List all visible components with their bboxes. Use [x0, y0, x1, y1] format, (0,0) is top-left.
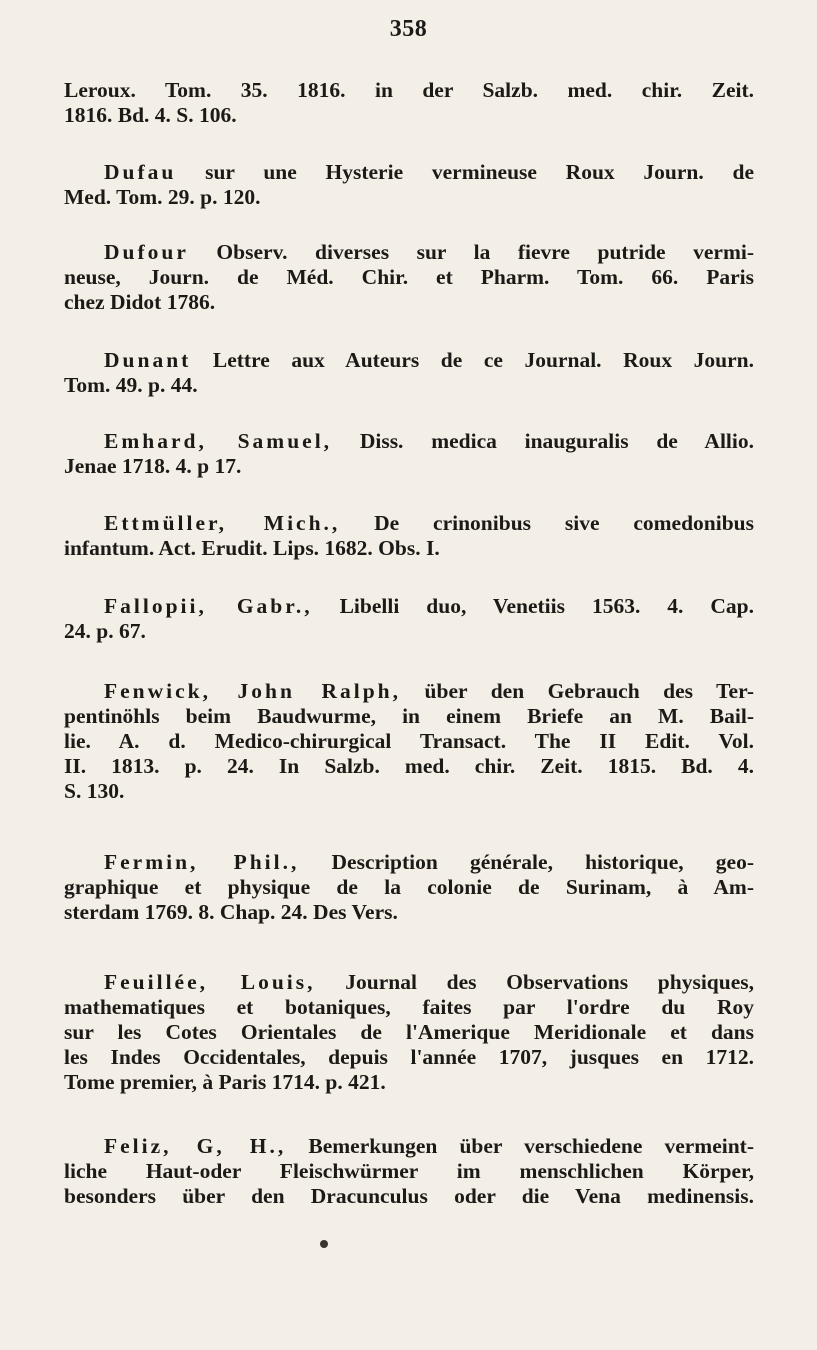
bibliography-entry [64, 160, 754, 210]
entry-line [64, 454, 754, 479]
entry-line [64, 850, 754, 875]
bibliography-entry [64, 429, 754, 479]
entry-text: infantum. Act. Erudit. Lips. 1682. Obs. I. [64, 536, 440, 560]
page-number: 358 [389, 16, 428, 42]
entry-text: les Indes Occidentales, depuis l'année 1707, jusques en 1712. [64, 1045, 754, 1069]
entry-line [64, 679, 754, 704]
entry-text: mathematiques et botaniques, faites par l'ordre du Roy [64, 995, 754, 1019]
entry-line [64, 511, 754, 536]
ink-speck [320, 1240, 328, 1248]
entry-line [64, 970, 754, 995]
entry-text: sur les Cotes Orientales de l'Amerique Meridionale et dans [64, 1020, 754, 1044]
entry-line [64, 729, 754, 754]
entry-line [64, 779, 754, 804]
entry-text: Leroux. Tom. 35. 1816. in der Salzb. med. chir. Zeit. [64, 78, 754, 102]
entry-text: Tome premier, à Paris 1714. p. 421. [64, 1070, 386, 1094]
entry-text: Observ. diverses sur la fievre putride vermi- [188, 240, 754, 264]
entry-text: sur une Hysterie vermineuse Roux Journ. de [176, 160, 754, 184]
entry-line [64, 704, 754, 729]
entry-line [64, 900, 754, 925]
entry-line [64, 1045, 754, 1070]
entry-line [64, 619, 754, 644]
entry-text: Journal des Observations physiques, [315, 970, 755, 994]
bibliography-entry [64, 594, 754, 644]
entry-text: Libelli duo, Venetiis 1563. 4. Cap. [312, 594, 754, 618]
entry-line [64, 1070, 754, 1095]
entry-text: Diss. medica inauguralis de Allio. [332, 429, 754, 453]
bibliography-entry [64, 348, 754, 398]
entry-text: Description générale, historique, geo- [299, 850, 754, 874]
entry-line [64, 78, 754, 103]
bibliography-entry [64, 850, 754, 925]
entry-author: Dunant [104, 348, 192, 372]
entry-line [64, 429, 754, 454]
entry-text: Med. Tom. 29. p. 120. [64, 185, 261, 209]
entry-text: II. 1813. p. 24. In Salzb. med. chir. Zeit. 1815. Bd. 4. [64, 754, 754, 778]
entry-text: graphique et physique de la colonie de Surinam, à Am- [64, 875, 754, 899]
entry-author: Fallopii, Gabr., [104, 594, 313, 618]
entry-text: pentinöhls beim Baudwurme, in einem Briefe an M. Bail- [64, 704, 754, 728]
entry-line [64, 348, 754, 373]
entry-text: über den Gebrauch des Ter- [401, 679, 754, 703]
entry-text: Jenae 1718. 4. p 17. [64, 454, 242, 478]
bibliography-entry [64, 679, 754, 804]
bibliography-entry [64, 970, 754, 1095]
entry-line [64, 594, 754, 619]
entry-author: Feliz, G, H., [104, 1134, 287, 1158]
entry-text: Bemerkungen über verschiedene vermeint- [286, 1134, 754, 1158]
entry-author: Emhard, Samuel, [104, 429, 333, 453]
entry-text: Lettre aux Auteurs de ce Journal. Roux Journ. [191, 348, 754, 372]
entry-line [64, 373, 754, 398]
entry-text: lie. A. d. Medico-chirurgical Transact. The II Edit. Vol. [64, 729, 754, 753]
entry-author: Ettmüller, Mich., [104, 511, 341, 535]
entry-text: besonders über den Dracunculus oder die Vena medinensis. [64, 1184, 754, 1208]
entry-text: sterdam 1769. 8. Chap. 24. Des Vers. [64, 900, 398, 924]
bibliography-entry [64, 1134, 754, 1209]
entry-text: neuse, Journ. de Méd. Chir. et Pharm. Tom. 66. Paris [64, 265, 754, 289]
entry-author: Dufour [104, 240, 189, 264]
entry-line [64, 1020, 754, 1045]
bibliography-entry [64, 78, 754, 128]
entry-line [64, 995, 754, 1020]
entry-line [64, 536, 754, 561]
entry-line [64, 265, 754, 290]
entry-author: Feuillée, Louis, [104, 970, 316, 994]
bibliography-entry [64, 240, 754, 315]
entry-line [64, 185, 754, 210]
entry-text: 24. p. 67. [64, 619, 146, 643]
entry-text: 1816. Bd. 4. S. 106. [64, 103, 237, 127]
entry-author: Dufau [104, 160, 177, 184]
entry-line [64, 1184, 754, 1209]
entry-line [64, 875, 754, 900]
entry-line [64, 1159, 754, 1184]
entry-line [64, 754, 754, 779]
bibliography-entry [64, 511, 754, 561]
entry-line [64, 103, 754, 128]
entry-author: Fenwick, John Ralph, [104, 679, 402, 703]
entry-author: Fermin, Phil., [104, 850, 300, 874]
entry-line [64, 1134, 754, 1159]
entry-text: S. 130. [64, 779, 125, 803]
entry-text: De crinonibus sive comedonibus [340, 511, 754, 535]
entry-text: liche Haut-oder Fleischwürmer im menschlichen Körper, [64, 1159, 754, 1183]
entry-line [64, 290, 754, 315]
entry-text: chez Didot 1786. [64, 290, 216, 314]
entry-line [64, 160, 754, 185]
entry-text: Tom. 49. p. 44. [64, 373, 198, 397]
entry-line [64, 240, 754, 265]
